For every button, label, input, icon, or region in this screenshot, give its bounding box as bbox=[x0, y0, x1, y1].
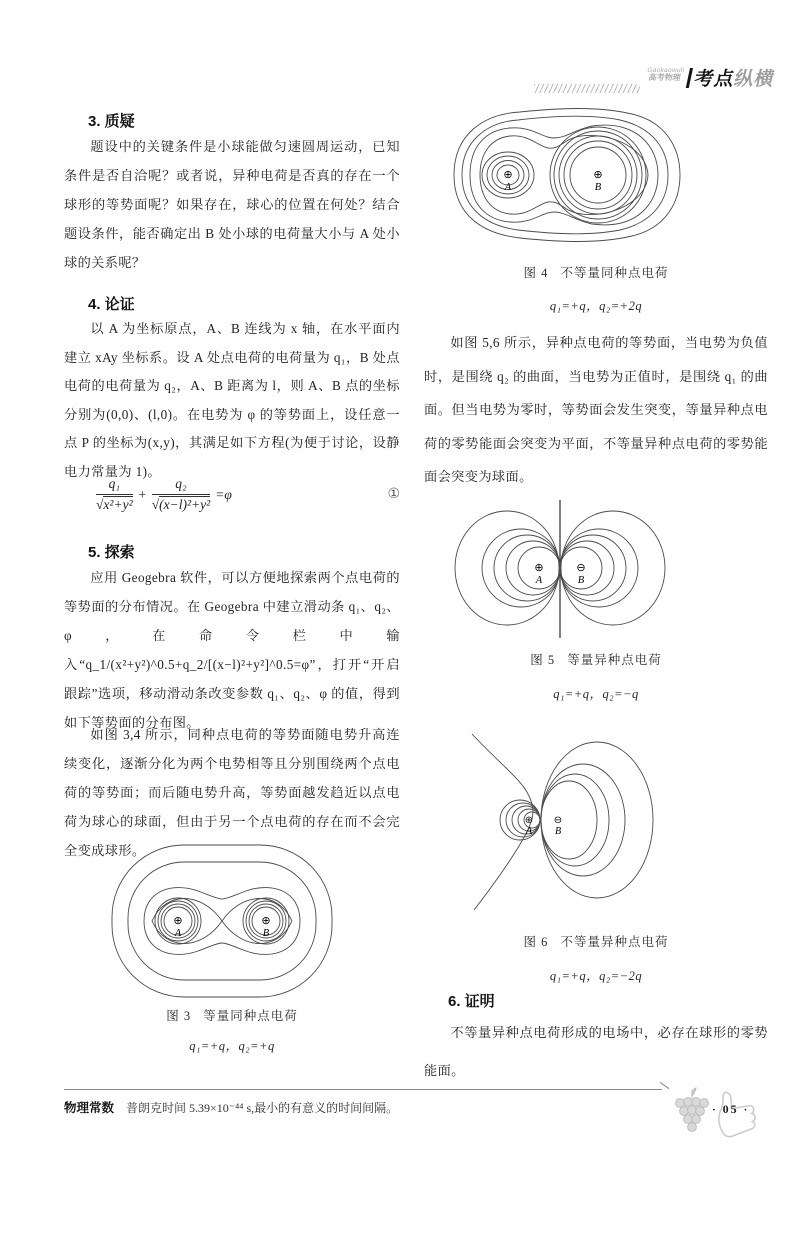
figure-3-caption bbox=[64, 1006, 400, 1024]
footer-note bbox=[64, 1098, 398, 1116]
section-4-heading: 4. 论证 bbox=[88, 296, 135, 313]
charge-b-minus-icon: ⊖ bbox=[553, 815, 563, 826]
fraction-1 bbox=[96, 476, 133, 513]
page-number-value: 05 bbox=[722, 1102, 739, 1116]
charge-a-label: A bbox=[174, 928, 182, 939]
figure-4-number: 图 4 bbox=[523, 266, 549, 280]
figure-4-title: 不等量同种点电荷 bbox=[560, 266, 669, 280]
brand-en: Gaokaowuli bbox=[646, 67, 685, 74]
footer-note-label: 物理常数 bbox=[64, 1101, 115, 1115]
figure-3-contours bbox=[112, 845, 332, 997]
charge-a-plus-icon: ⊕ bbox=[503, 169, 513, 181]
figure-6-contours bbox=[472, 734, 653, 910]
figure-5-formula: q₁=+q，q₂=−q bbox=[553, 687, 639, 701]
figure-3-title: 等量同种点电荷 bbox=[203, 1009, 298, 1023]
radical-sign: √ bbox=[151, 497, 160, 512]
page-title-light: 纵横 bbox=[732, 69, 777, 90]
figure-4-plot bbox=[438, 96, 770, 254]
figure-5-number: 图 5 bbox=[530, 653, 556, 667]
figure-3-number: 图 3 bbox=[166, 1009, 192, 1023]
charge-b-label: B bbox=[577, 575, 585, 586]
charge-b-plus-icon: ⊕ bbox=[261, 915, 271, 927]
brand-cn: 高考物理 bbox=[647, 73, 682, 83]
section-3-paragraph: 题设中的关键条件是小球能做匀速圆周运动，已知条件是否自洽呢？或者说，异种电荷是否真的存在一个球形的等势面呢？如果存在，球心的位置在何处？结合题设条件，能否确定出 B 处小球的电荷量大小与 A 处小球的关系呢？ bbox=[64, 139, 400, 270]
figure-6-formula: q₁=+q，q₂=−2q bbox=[549, 969, 643, 983]
equation-body bbox=[94, 476, 235, 513]
section-4-paragraph: 以 A 为坐标原点，A、B 连线为 x 轴，在水平面内建立 xAy 坐标系。设 A 处点电荷的电荷量为 q₁，B 处点电荷的电荷量为 q₂，A、B 距离为 l，则 A、B 点的坐标分别为(0,0)、(l,0)。在电势为 φ 的等势面上，设任意一点 P 的坐标为(x,y)，其满足如下方程(为便于讨论，设静电力常量为 1)。 bbox=[64, 321, 400, 479]
charge-a-label: A bbox=[525, 826, 533, 837]
charge-b-label: B bbox=[594, 182, 602, 193]
page-dot-left: · bbox=[712, 1104, 718, 1116]
charge-b-minus-icon: ⊖ bbox=[576, 562, 586, 574]
radicand-2: (x−l)²+y² bbox=[159, 497, 211, 512]
equation-rhs: =φ bbox=[215, 486, 232, 502]
section-5-paragraph-2: 如图 3,4 所示，同种点电荷的等势面随电势升高连续变化，逐渐分化为两个电势相等且分别围绕两个点电荷的等势面；而后随电势升高，等势面越发趋近以点电荷为球心的球面，但由于另一个点电荷的存在而不会完全变成球形。 bbox=[64, 727, 400, 858]
plus-operator: + bbox=[137, 486, 147, 502]
radical-sign: √ bbox=[96, 497, 104, 512]
section-3-heading: 3. 质疑 bbox=[88, 113, 135, 130]
figure-5-contours bbox=[455, 500, 665, 638]
footer-note-text: 普朗克时间 5.39×10⁻⁴⁴ s,最小的有意义的时间间隔。 bbox=[126, 1101, 399, 1115]
figure-5-caption bbox=[424, 650, 768, 668]
figure-6-title: 不等量异种点电荷 bbox=[560, 935, 669, 949]
charge-a-label: A bbox=[535, 575, 543, 586]
charge-b-label: B bbox=[554, 826, 562, 837]
section-5-heading: 5. 探索 bbox=[88, 544, 135, 561]
brand-mark bbox=[641, 67, 690, 83]
page-dot-right: · bbox=[743, 1104, 750, 1116]
figure-5-title: 等量异种点电荷 bbox=[567, 653, 662, 667]
charge-a-label: A bbox=[504, 182, 512, 193]
denominator-2 bbox=[152, 495, 210, 513]
figure-6-number: 图 6 bbox=[523, 935, 549, 949]
section-6-paragraph: 不等量异种点电荷形成的电场中，必存在球形的零势能面。 bbox=[424, 1025, 768, 1078]
figure-3-formula: q₁=+q，q₂=+q bbox=[189, 1039, 275, 1053]
fraction-2 bbox=[152, 476, 210, 513]
page-title bbox=[685, 64, 778, 91]
charge-a-plus-icon: ⊕ bbox=[524, 815, 534, 826]
charge-b-label: B bbox=[262, 928, 270, 939]
charge-a-plus-icon: ⊕ bbox=[173, 915, 183, 927]
figure-6-plot bbox=[428, 722, 776, 922]
section-6-heading: 6. 证明 bbox=[448, 993, 495, 1010]
figure-6-caption bbox=[424, 932, 768, 950]
page-number bbox=[712, 1102, 749, 1117]
hatch-decoration bbox=[534, 84, 640, 93]
figure-4-caption bbox=[424, 263, 768, 281]
charge-a-plus-icon: ⊕ bbox=[534, 562, 544, 574]
denominator-1 bbox=[96, 495, 133, 513]
equation-1 bbox=[64, 476, 400, 513]
footer-rule bbox=[64, 1089, 662, 1090]
figure-5-plot bbox=[438, 496, 770, 642]
figure-4-formula: q₁=+q，q₂=+2q bbox=[549, 299, 643, 313]
charge-b-plus-icon: ⊕ bbox=[593, 169, 603, 181]
figure-4-contours bbox=[454, 109, 680, 242]
equation-number-badge: ① bbox=[387, 487, 400, 502]
numerator-2: q₂ bbox=[152, 476, 210, 495]
numerator-1: q₁ bbox=[96, 476, 133, 495]
page-title-bold: 考点 bbox=[692, 69, 737, 90]
section-5-paragraph-1: 应用 Geogebra 软件，可以方便地探索两个点电荷的等势面的分布情况。在 Geogebra 中建立滑动条 q₁、q₂、φ，在命令栏中输入“q_1/(x²+y²)^0.5+q_2/[(x−l)²+y²]^0.5=φ”，打开“开启跟踪”选项，移动滑动条改变参数 q₁、q₂、φ 的值，得到如下等势面的分布图。 bbox=[64, 570, 400, 730]
figure-3-plot bbox=[78, 842, 394, 1000]
grape-icon bbox=[674, 1086, 710, 1145]
section-5-paragraph-3: 如图 5,6 所示，异种点电荷的等势面，当电势为负值时，是围绕 q₂ 的曲面，当电势为正值时，是围绕 q₁ 的曲面。但当电势为零时，等势面会发生突变，等量异种点电荷的零势能面会突变为平面，不等量异种点电荷的零势能面会突变为球面。 bbox=[424, 335, 768, 484]
radicand-1: x²+y² bbox=[103, 497, 133, 512]
page-number-block bbox=[708, 1082, 780, 1140]
